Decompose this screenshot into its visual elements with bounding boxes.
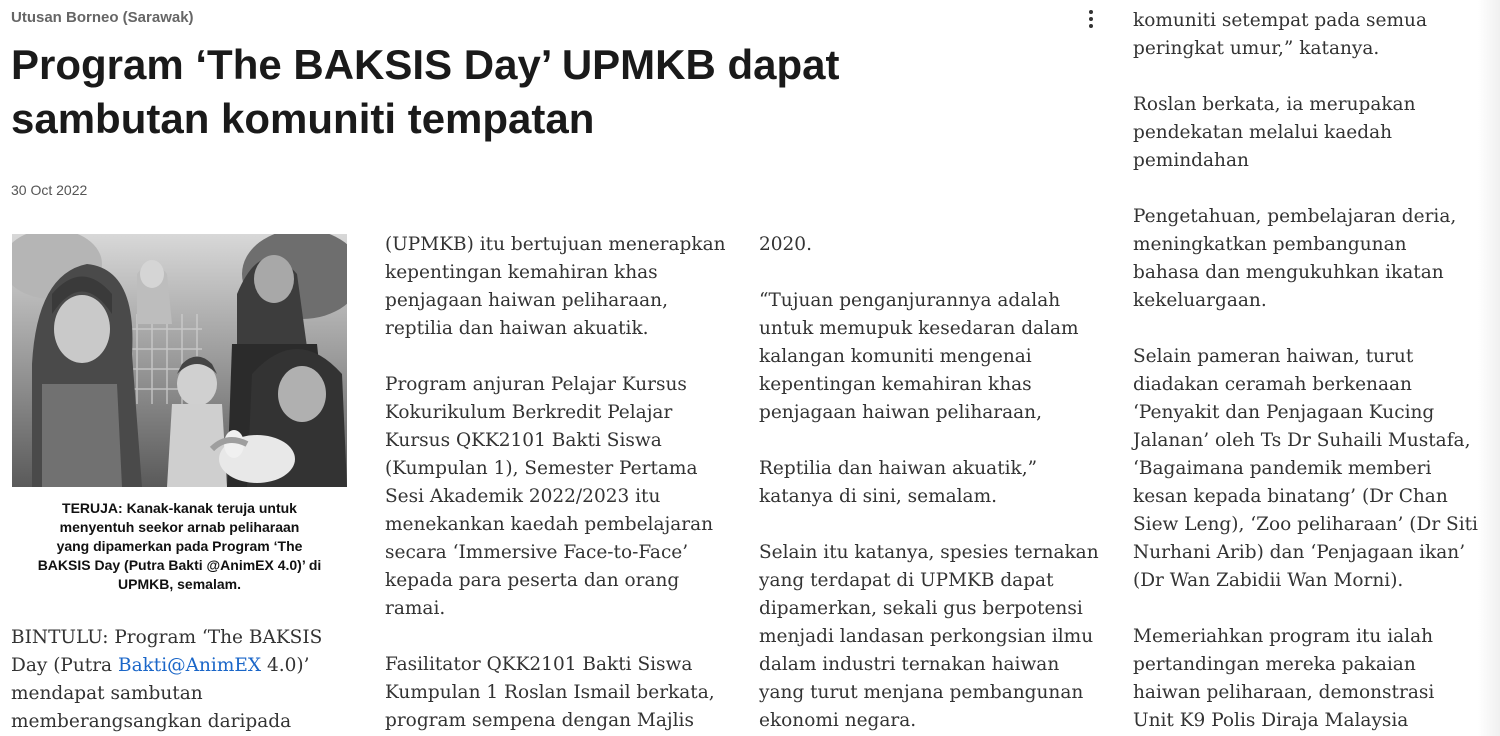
menu-dot xyxy=(1089,10,1093,14)
text-line: Selain pameran haiwan, turut xyxy=(1133,346,1414,367)
text-line: Sesi Akademik 2022/2023 itu xyxy=(385,486,661,507)
text-line: ‘Penyakit dan Penjagaan Kucing xyxy=(1133,402,1435,423)
text-line: memberangsangkan daripada xyxy=(11,711,292,732)
text-line: yang terdapat di UPMKB dapat xyxy=(759,570,1054,591)
text-line: Memeriahkan program itu ialah xyxy=(1133,626,1434,647)
text-segment: 4.0)’ xyxy=(261,655,310,676)
article-headline xyxy=(11,38,1071,146)
photo-caption xyxy=(12,499,347,594)
text-line: Pengetahuan, pembelajaran deria, xyxy=(1133,206,1457,227)
article-paragraph xyxy=(1133,623,1478,735)
menu-dot xyxy=(1089,24,1093,28)
headline-line: sambutan komuniti tempatan xyxy=(11,95,595,142)
paragraph-gap xyxy=(1133,63,1478,91)
article-photo xyxy=(12,234,347,487)
text-line: 2020. xyxy=(759,234,812,255)
article-paragraph xyxy=(1133,203,1478,315)
text-line: penjagaan haiwan peliharaan, xyxy=(759,402,1042,423)
text-line: (UPMKB) itu bertujuan menerapkan xyxy=(385,234,726,255)
text-line: kekeluargaan. xyxy=(1133,290,1267,311)
paragraph-gap xyxy=(1133,315,1478,343)
menu-dot xyxy=(1089,17,1093,21)
paragraph-gap xyxy=(759,259,1104,287)
article-paragraph xyxy=(1133,343,1478,595)
caption-line: menyentuh seekor arnab peliharaan xyxy=(59,519,300,535)
text-line: pendekatan melalui kaedah xyxy=(1133,122,1393,143)
text-line: penjagaan haiwan peliharaan, xyxy=(385,290,668,311)
article-paragraph xyxy=(759,231,1104,259)
text-line: menekankan kaedah pembelajaran xyxy=(385,514,714,535)
text-line: Kursus QKK2101 Bakti Siswa xyxy=(385,430,662,451)
paragraph-gap xyxy=(1133,175,1478,203)
article-column-1 xyxy=(11,624,351,736)
text-line: komuniti setempat pada semua xyxy=(1133,10,1427,31)
text-line: kepada para peserta dan orang xyxy=(385,570,680,591)
text-line: Unit K9 Polis Diraja Malaysia xyxy=(1133,710,1409,731)
text-line: Siew Leng), ‘Zoo peliharaan’ (Dr Siti xyxy=(1133,514,1478,535)
photo-illustration xyxy=(12,234,347,487)
text-line: pemindahan xyxy=(1133,150,1249,171)
article-paragraph xyxy=(759,455,1104,511)
text-line: kepentingan kemahiran khas xyxy=(759,374,1032,395)
text-line: Jalanan’ oleh Ts Dr Suhaili Mustafa, xyxy=(1133,430,1471,451)
text-line: dalam industri ternakan haiwan xyxy=(759,654,1060,675)
article-paragraph xyxy=(759,287,1104,427)
text-line: peringkat umur,” katanya. xyxy=(1133,38,1380,59)
paragraph-gap xyxy=(1133,595,1478,623)
article-paragraph xyxy=(385,651,730,735)
text-line: kalangan komuniti mengenai xyxy=(759,346,1032,367)
paragraph-gap xyxy=(759,427,1104,455)
text-line xyxy=(11,652,351,680)
headline-line: Program ‘The BAKSIS Day’ UPMKB dapat xyxy=(11,41,840,88)
article-paragraph xyxy=(1133,91,1478,175)
article-paragraph xyxy=(11,624,351,736)
text-line: untuk memupuk kesedaran dalam xyxy=(759,318,1079,339)
text-line: yang turut menjana pembangunan xyxy=(759,682,1084,703)
text-line: program sempena dengan Majlis xyxy=(385,710,694,731)
article-paragraph xyxy=(1133,7,1478,63)
text-line: ‘Bagaimana pandemik memberi xyxy=(1133,458,1432,479)
page-edge-shade xyxy=(1478,0,1500,736)
text-line: secara ‘Immersive Face-to-Face’ xyxy=(385,542,689,563)
paragraph-gap xyxy=(385,343,730,371)
publish-date: 30 Oct 2022 xyxy=(11,182,88,198)
article-column-2 xyxy=(385,231,730,735)
publication-source: Utusan Borneo (Sarawak) xyxy=(11,9,194,26)
article-column-4 xyxy=(1133,7,1478,735)
text-line: Kokurikulum Berkredit Pelajar xyxy=(385,402,673,423)
text-line: meningkatkan pembangunan xyxy=(1133,234,1407,255)
text-line: Reptilia dan haiwan akuatik,” xyxy=(759,458,1038,479)
text-line: Roslan berkata, ia merupakan xyxy=(1133,94,1416,115)
text-line: Program anjuran Pelajar Kursus xyxy=(385,374,687,395)
text-line: ekonomi negara. xyxy=(759,710,917,731)
caption-line: BAKSIS Day (Putra Bakti @AnimEX 4.0)’ di xyxy=(37,557,322,573)
text-line: Kumpulan 1 Roslan Ismail berkata, xyxy=(385,682,715,703)
text-line: (Dr Wan Zabidii Wan Morni). xyxy=(1133,570,1404,591)
text-line: Nurhani Arib) dan ‘Penjagaan ikan’ xyxy=(1133,542,1466,563)
text-line: diadakan ceramah berkenaan xyxy=(1133,374,1412,395)
paragraph-gap xyxy=(385,623,730,651)
caption-line: UPMKB, semalam. xyxy=(118,576,241,592)
animex-link[interactable]: Bakti@AnimEX xyxy=(117,655,262,676)
text-line: mendapat sambutan xyxy=(11,683,203,704)
text-line: ramai. xyxy=(385,598,446,619)
text-line: “Tujuan penganjurannya adalah xyxy=(759,290,1061,311)
article-paragraph xyxy=(385,371,730,623)
text-line: Selain itu katanya, spesies ternakan xyxy=(759,542,1099,563)
more-options-icon[interactable] xyxy=(1080,6,1102,32)
text-line: Fasilitator QKK2101 Bakti Siswa xyxy=(385,654,693,675)
text-line: katanya di sini, semalam. xyxy=(759,486,998,507)
text-line: kesan kepada binatang’ (Dr Chan xyxy=(1133,486,1448,507)
article-paragraph xyxy=(759,539,1104,735)
text-line: pertandingan mereka pakaian xyxy=(1133,654,1416,675)
text-segment: Day (Putra xyxy=(11,655,118,676)
text-line: bahasa dan mengukuhkan ikatan xyxy=(1133,262,1444,283)
text-line: reptilia dan haiwan akuatik. xyxy=(385,318,649,339)
text-line: kepentingan kemahiran khas xyxy=(385,262,658,283)
caption-line: yang dipamerkan pada Program ‘The xyxy=(56,538,303,554)
text-line: haiwan peliharaan, demonstrasi xyxy=(1133,682,1435,703)
text-line: BINTULU: Program ‘The BAKSIS xyxy=(11,627,323,648)
article-paragraph xyxy=(385,231,730,343)
text-line: dipamerkan, sekali gus berpotensi xyxy=(759,598,1083,619)
paragraph-gap xyxy=(759,511,1104,539)
text-line: (Kumpulan 1), Semester Pertama xyxy=(385,458,698,479)
caption-line: TERUJA: Kanak-kanak teruja untuk xyxy=(62,500,297,516)
article-column-3 xyxy=(759,231,1104,735)
text-line: menjadi landasan perkongsian ilmu xyxy=(759,626,1094,647)
